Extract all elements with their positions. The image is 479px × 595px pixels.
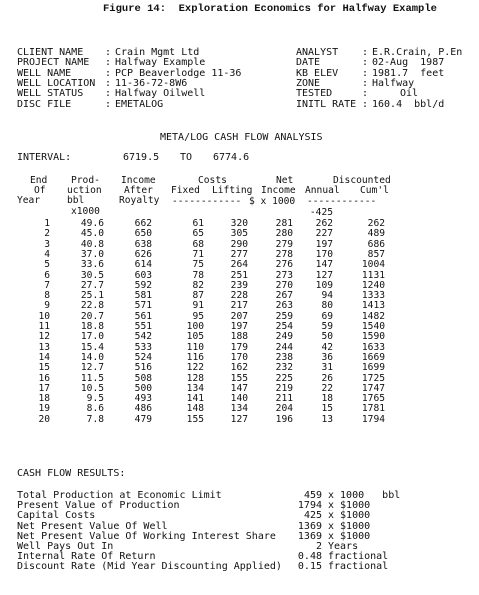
- cell-income: 533: [134, 341, 152, 353]
- col-prod-line2: uction: [67, 185, 102, 196]
- cell-annual: 36: [321, 351, 333, 363]
- dash-right: ------------: [307, 196, 377, 207]
- col-net-line1: Net: [276, 175, 294, 186]
- cell-net: 279: [275, 238, 293, 250]
- header-label: TESTED: [296, 88, 333, 100]
- cell-prod: 40.8: [80, 238, 104, 250]
- cell-cum: 1794: [361, 413, 385, 425]
- result-label: Present Value of Production: [17, 500, 180, 512]
- cell-net: 263: [275, 300, 293, 312]
- header-label: PROJECT NAME: [17, 57, 90, 69]
- cell-lifting: 170: [230, 351, 248, 363]
- cell-fixed: 61: [192, 218, 204, 229]
- cell-income: 662: [134, 218, 152, 229]
- cell-income: 479: [134, 413, 152, 425]
- cell-year: 20: [38, 413, 50, 425]
- cell-fixed: 100: [186, 321, 204, 332]
- result-value: 0.15: [297, 561, 322, 573]
- cell-year: 19: [38, 403, 50, 415]
- col-prod-line1: Prod-: [71, 175, 100, 186]
- cell-year: 2: [44, 228, 50, 240]
- cell-annual: 18: [321, 393, 333, 405]
- header-colon: :: [105, 77, 112, 89]
- cell-fixed: 82: [192, 279, 204, 291]
- header-colon: :: [362, 57, 369, 69]
- cell-cum: 1540: [361, 321, 385, 332]
- cell-year: 13: [38, 341, 50, 353]
- result-label: Total Production at Economic Limit: [17, 490, 222, 501]
- cell-net: 249: [275, 331, 293, 343]
- header-colon: :: [105, 47, 112, 58]
- result-value: 0.48: [297, 551, 322, 563]
- result-unit: x $1000: [328, 520, 371, 532]
- col-end-line2: Of: [34, 185, 46, 196]
- cell-prod: 15.4: [80, 341, 104, 353]
- cell-year: 5: [44, 259, 50, 271]
- cell-lifting: 127: [230, 413, 248, 425]
- col-end-line3: Year: [17, 195, 41, 206]
- cell-cum: 1725: [361, 372, 385, 384]
- header-label: WELL LOCATION: [17, 77, 96, 89]
- cell-fixed: 65: [192, 228, 204, 240]
- cell-year: 1: [44, 218, 50, 229]
- cell-net: 204: [275, 403, 293, 415]
- result-label: Discount Rate (Mid Year Discounting Applied): [17, 561, 282, 573]
- cell-income: 571: [134, 300, 152, 312]
- header-label: ANALYST: [296, 47, 339, 58]
- header-label: INITL RATE: [296, 98, 357, 110]
- cell-cum: 1590: [361, 331, 385, 343]
- cell-net: 276: [275, 259, 293, 271]
- header-label: DISC FILE: [17, 98, 72, 110]
- result-value: 1794: [297, 500, 322, 512]
- cell-lifting: 239: [230, 279, 248, 291]
- cell-annual: 50: [321, 331, 333, 343]
- cell-prod: 30.5: [80, 269, 104, 281]
- cell-lifting: 264: [230, 259, 248, 271]
- cell-annual: 94: [321, 290, 333, 302]
- header-colon: :: [362, 88, 369, 100]
- cell-cum: 1333: [361, 290, 385, 302]
- units-label: $ x 1000: [249, 196, 296, 207]
- cell-annual: 262: [315, 218, 333, 229]
- cell-cum: 1747: [361, 382, 385, 394]
- header-value: 02-Aug 1987: [372, 57, 445, 69]
- analysis-title: META/LOG CASH FLOW ANALYSIS: [160, 132, 323, 143]
- cell-prod: 17.0: [80, 331, 104, 343]
- header-colon: :: [362, 67, 369, 79]
- cell-lifting: 188: [230, 331, 248, 343]
- cell-lifting: 134: [230, 403, 248, 415]
- cell-prod: 8.6: [86, 403, 104, 415]
- cell-annual: 26: [321, 372, 333, 384]
- cell-year: 4: [44, 248, 50, 260]
- col-annual: Annual: [305, 185, 340, 196]
- header-colon: :: [105, 67, 112, 79]
- initial-annual: -425: [309, 207, 333, 218]
- cell-net: 273: [275, 269, 293, 281]
- col-income-line1: Income: [121, 175, 156, 186]
- cell-net: 232: [275, 362, 293, 374]
- cell-income: 603: [134, 269, 152, 281]
- cell-net: 259: [275, 310, 293, 322]
- col-income-line3: Royalty: [119, 195, 160, 206]
- cell-year: 15: [38, 362, 50, 374]
- cell-fixed: 75: [192, 259, 204, 271]
- cell-lifting: 277: [230, 248, 248, 260]
- header-value: 160.4 bbl/d: [372, 98, 445, 110]
- result-unit: Years: [328, 541, 359, 552]
- result-label: Capital Costs: [17, 510, 96, 522]
- cell-lifting: 320: [230, 218, 248, 229]
- cell-lifting: 228: [230, 290, 248, 302]
- header-value: Halfway Oilwell: [115, 88, 206, 100]
- cell-annual: 69: [321, 310, 333, 322]
- result-unit: fractional: [328, 561, 389, 573]
- cell-prod: 14.0: [80, 351, 104, 363]
- cell-fixed: 148: [186, 403, 204, 415]
- cell-fixed: 87: [192, 290, 204, 302]
- cell-net: 219: [275, 382, 293, 394]
- cell-cum: 1669: [361, 351, 385, 363]
- cell-annual: 15: [321, 403, 333, 415]
- cell-year: 18: [38, 393, 50, 405]
- header-colon: :: [105, 98, 112, 110]
- cell-cum: 1131: [361, 269, 385, 281]
- col-lifting: Lifting: [212, 185, 253, 196]
- cell-annual: 31: [321, 362, 333, 374]
- cell-lifting: 197: [230, 321, 248, 332]
- cell-net: 267: [275, 290, 293, 302]
- cell-net: 278: [275, 248, 293, 260]
- cell-annual: 197: [315, 238, 333, 250]
- result-value: 2: [315, 541, 322, 552]
- cell-prod: 10.5: [80, 382, 104, 394]
- cell-cum: 1633: [361, 341, 385, 353]
- cell-annual: 22: [321, 382, 333, 394]
- col-income-line2: After: [124, 185, 153, 196]
- cell-net: 270: [275, 279, 293, 291]
- cell-annual: 80: [321, 300, 333, 312]
- cell-prod: 27.7: [80, 279, 104, 291]
- cell-year: 3: [44, 238, 50, 250]
- cell-lifting: 155: [230, 372, 248, 384]
- cell-fixed: 155: [186, 413, 204, 425]
- header-label: ZONE: [296, 77, 321, 89]
- col-net-line2: Income: [261, 185, 296, 196]
- result-unit: x $1000: [328, 530, 371, 542]
- cell-prod: 37.0: [80, 248, 104, 260]
- header-value: 1981.7 feet: [372, 67, 445, 79]
- cell-prod: 49.6: [80, 218, 104, 229]
- cell-fixed: 95: [192, 310, 204, 322]
- result-label: Internal Rate Of Return: [17, 551, 156, 563]
- cell-year: 12: [38, 331, 50, 343]
- header-colon: :: [105, 57, 112, 69]
- header-label: WELL STATUS: [17, 88, 84, 100]
- cell-income: 486: [134, 403, 152, 415]
- cell-fixed: 78: [192, 269, 204, 281]
- col-discounted: Discounted: [333, 175, 391, 186]
- cell-fixed: 105: [186, 331, 204, 343]
- header-label: WELL NAME: [17, 67, 72, 79]
- cell-prod: 11.5: [80, 372, 104, 384]
- cell-cum: 1240: [361, 279, 385, 291]
- figure-title: Figure 14: Exploration Economics for Halfway Example: [103, 3, 437, 15]
- cell-income: 516: [134, 362, 152, 374]
- cell-net: 211: [275, 393, 293, 405]
- header-colon: :: [105, 88, 112, 100]
- cell-income: 650: [134, 228, 152, 240]
- interval-bottom: 6774.6: [213, 152, 250, 163]
- cell-net: 281: [275, 218, 293, 229]
- header-label: CLIENT NAME: [17, 47, 84, 58]
- cell-net: 238: [275, 351, 293, 363]
- header-value: PCP Beaverlodge 11-36: [115, 67, 242, 79]
- cell-income: 561: [134, 310, 152, 322]
- header-colon: :: [362, 98, 369, 110]
- cell-fixed: 122: [186, 362, 204, 374]
- cell-year: 16: [38, 372, 50, 384]
- cell-cum: 1004: [361, 259, 385, 271]
- cell-fixed: 134: [186, 382, 204, 394]
- header-value: Halfway Example: [115, 57, 206, 69]
- cell-income: 581: [134, 290, 152, 302]
- cell-income: 592: [134, 279, 152, 291]
- result-unit: x 1000 bbl: [328, 490, 401, 501]
- cell-cum: 1699: [361, 362, 385, 374]
- header-value: Crain Mgmt Ltd: [115, 47, 200, 58]
- cell-prod: 12.7: [80, 362, 104, 374]
- cell-net: 225: [275, 372, 293, 384]
- cell-cum: 1781: [361, 403, 385, 415]
- result-label: Well Pays Out In: [17, 541, 114, 552]
- result-value: 1369: [297, 520, 322, 532]
- cell-year: 7: [44, 279, 50, 291]
- header-value: E.R.Crain, P.En: [372, 47, 463, 58]
- cell-annual: 147: [315, 259, 333, 271]
- cell-fixed: 116: [186, 351, 204, 363]
- cell-income: 508: [134, 372, 152, 384]
- cell-lifting: 207: [230, 310, 248, 322]
- cell-fixed: 68: [192, 238, 204, 250]
- cell-prod: 20.7: [80, 310, 104, 322]
- cell-cum: 1482: [361, 310, 385, 322]
- cell-annual: 59: [321, 321, 333, 332]
- results-title: CASH FLOW RESULTS:: [17, 468, 126, 479]
- cell-lifting: 140: [230, 393, 248, 405]
- cell-prod: 45.0: [80, 228, 104, 240]
- cell-year: 9: [44, 300, 50, 312]
- dash-left: ------------: [172, 196, 242, 207]
- result-label: Net Present Value Of Well: [17, 520, 168, 532]
- cell-fixed: 141: [186, 393, 204, 405]
- cell-annual: 227: [315, 228, 333, 240]
- col-prod-line3: bbl: [67, 195, 85, 206]
- cell-cum: 1413: [361, 300, 385, 312]
- col-cuml: Cum'l: [360, 185, 389, 196]
- cell-cum: 686: [367, 238, 385, 250]
- cell-annual: 109: [315, 279, 333, 291]
- result-value: 1369: [297, 530, 322, 542]
- result-label: Net Present Value Of Working Interest Share: [17, 530, 276, 542]
- header-label: DATE: [296, 57, 321, 69]
- header-colon: :: [362, 47, 369, 58]
- header-value: 11-36-72-8W6: [115, 77, 188, 89]
- cell-net: 244: [275, 341, 293, 353]
- header-label: KB ELEV: [296, 67, 339, 79]
- cell-prod: 22.8: [80, 300, 104, 312]
- header-value: EMETALOG: [115, 98, 164, 110]
- cell-prod: 9.5: [86, 393, 104, 405]
- cell-prod: 7.8: [86, 413, 104, 425]
- cell-lifting: 251: [230, 269, 248, 281]
- cell-income: 626: [134, 248, 152, 260]
- cell-year: 8: [44, 290, 50, 302]
- cell-annual: 170: [315, 248, 333, 260]
- interval-top: 6719.5: [123, 152, 160, 163]
- cell-lifting: 147: [230, 382, 248, 394]
- col-end-line1: End: [30, 175, 48, 186]
- cell-net: 254: [275, 321, 293, 332]
- interval-to: TO: [180, 152, 193, 163]
- cell-prod: 18.8: [80, 321, 104, 332]
- header-value: Oil: [400, 88, 419, 100]
- header-value: Halfway: [372, 77, 415, 89]
- cell-lifting: 162: [230, 362, 248, 374]
- cell-income: 524: [134, 351, 152, 363]
- cell-lifting: 290: [230, 238, 248, 250]
- result-unit: x $1000: [328, 500, 371, 512]
- cell-year: 14: [38, 351, 50, 363]
- cell-year: 11: [38, 321, 50, 332]
- cell-year: 10: [38, 310, 50, 322]
- cell-prod: 33.6: [80, 259, 104, 271]
- cell-cum: 1765: [361, 393, 385, 405]
- result-unit: x $1000: [328, 510, 371, 522]
- cell-net: 280: [275, 228, 293, 240]
- cell-prod: 25.1: [80, 290, 104, 302]
- col-prod-line4: x1000: [71, 206, 100, 217]
- cell-income: 551: [134, 321, 152, 332]
- cell-fixed: 128: [186, 372, 204, 384]
- cell-lifting: 217: [230, 300, 248, 312]
- cell-annual: 42: [321, 341, 333, 353]
- cell-lifting: 179: [230, 341, 248, 353]
- result-value: 459: [303, 490, 322, 501]
- cell-income: 542: [134, 331, 152, 343]
- header-colon: :: [362, 77, 369, 89]
- col-fixed: Fixed: [171, 185, 200, 196]
- cell-lifting: 305: [230, 228, 248, 240]
- cell-income: 638: [134, 238, 152, 250]
- interval-label: INTERVAL:: [17, 152, 72, 163]
- cell-cum: 262: [367, 218, 385, 229]
- cell-income: 493: [134, 393, 152, 405]
- cell-income: 614: [134, 259, 152, 271]
- cell-fixed: 91: [192, 300, 204, 312]
- cell-year: 6: [44, 269, 50, 281]
- cell-fixed: 110: [186, 341, 204, 353]
- result-value: 425: [303, 510, 322, 522]
- result-unit: fractional: [328, 551, 389, 563]
- cell-year: 17: [38, 382, 50, 394]
- col-costs: Costs: [198, 175, 227, 186]
- cell-cum: 489: [367, 228, 385, 240]
- cell-annual: 13: [321, 413, 333, 425]
- cell-fixed: 71: [192, 248, 204, 260]
- cell-cum: 857: [367, 248, 385, 260]
- cell-net: 196: [275, 413, 293, 425]
- cell-annual: 127: [315, 269, 333, 281]
- cell-income: 500: [134, 382, 152, 394]
